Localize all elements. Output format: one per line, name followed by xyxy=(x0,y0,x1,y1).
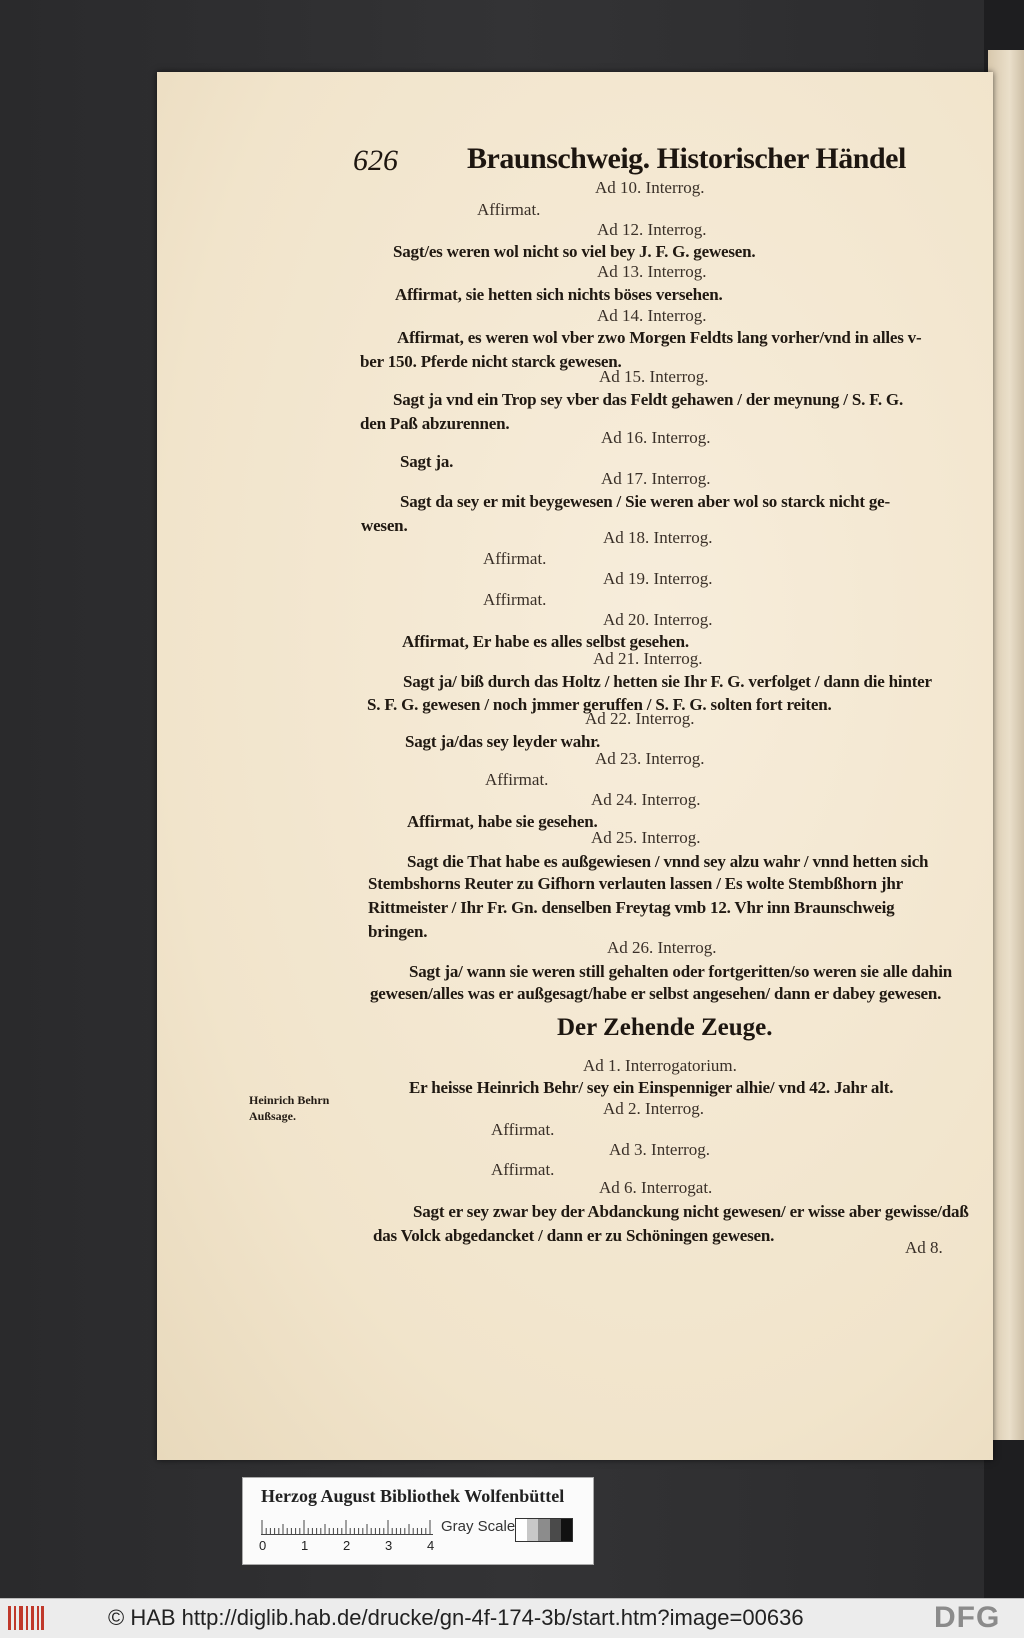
text-line: Ad 3. Interrog. xyxy=(609,1140,711,1159)
text-line: Ad 1. Interrogatorium. xyxy=(583,1056,737,1075)
text-line: Ad 23. Interrog. xyxy=(595,749,705,768)
text-line: Sagt ja/ biß durch das Holtz / hetten sie Ihr F. G. verfolget / dann die hinter xyxy=(403,672,932,691)
gray-swatch xyxy=(561,1519,572,1541)
ruler-number: 3 xyxy=(385,1538,393,1553)
text-line: Ad 18. Interrog. xyxy=(603,528,713,547)
text-line: Sagt ja/das sey leyder wahr. xyxy=(405,732,601,751)
text-line: Er heisse Heinrich Behr/ sey ein Einspenniger alhie/ vnd 42. Jahr alt. xyxy=(409,1078,894,1097)
text-line: Ad 24. Interrog. xyxy=(591,790,701,809)
text-line: Affirmat. xyxy=(483,590,547,609)
text-line: Affirmat, habe sie gesehen. xyxy=(407,812,598,831)
text-line: den Paß abzurennen. xyxy=(360,414,510,433)
gray-scale-bar xyxy=(515,1518,573,1542)
text-line: Ad 6. Interrogat. xyxy=(599,1178,713,1197)
margin-note-line: Heinrich Behrn xyxy=(249,1093,330,1107)
text-line: Affirmat. xyxy=(491,1120,555,1139)
text-line: Sagt ja. xyxy=(400,452,454,471)
book-page xyxy=(157,72,993,1460)
library-color-card xyxy=(242,1477,594,1565)
gray-swatch xyxy=(527,1519,538,1541)
text-line: ber 150. Pferde nicht starck gewesen. xyxy=(360,352,622,371)
running-title: Braunschweig. Historischer Händel xyxy=(467,142,906,175)
text-line: Affirmat, es weren wol vber zwo Morgen Feldts lang vorher/vnd in alles v- xyxy=(397,328,922,347)
text-line: Ad 21. Interrog. xyxy=(593,649,703,668)
section-heading: Der Zehende Zeuge. xyxy=(557,1014,773,1041)
page-number: 626 xyxy=(353,144,398,177)
text-line: Sagt ja/ wann sie weren still gehalten oder fortgeritten/so weren sie alle dahin xyxy=(409,962,953,981)
text-line: Stembshorns Reuter zu Gifhorn verlauten lassen / Es wolte Stembßhorn jhr xyxy=(368,874,903,893)
scale-ruler xyxy=(261,1520,433,1535)
text-line: Affirmat. xyxy=(477,200,541,219)
text-line: bringen. xyxy=(368,922,428,941)
text-line: Sagt ja vnd ein Trop sey vber das Feldt gehawen / der meynung / S. F. G. xyxy=(393,390,903,409)
text-line: Affirmat, Er habe es alles selbst gesehen. xyxy=(402,632,689,651)
text-line: Ad 19. Interrog. xyxy=(603,569,713,588)
text-line: Affirmat, sie hetten sich nichts böses versehen. xyxy=(395,285,723,304)
ruler-number: 4 xyxy=(427,1538,435,1553)
library-name: Herzog August Bibliothek Wolfenbüttel xyxy=(261,1486,565,1506)
text-line: das Volck abgedancket / dann er zu Schöningen gewesen. xyxy=(373,1226,775,1245)
copyright-url[interactable]: © HAB http://diglib.hab.de/drucke/gn-4f-174-3b/start.htm?image=00636 xyxy=(108,1605,804,1630)
text-line: Ad 14. Interrog. xyxy=(597,306,707,325)
gray-swatch xyxy=(550,1519,561,1541)
gray-swatch xyxy=(516,1519,527,1541)
text-line: S. F. G. gewesen / noch jmmer geruffen / S. F. G. solten fort reiten. xyxy=(367,695,832,714)
text-line: Sagt da sey er mit beygewesen / Sie weren aber wol so starck nicht ge- xyxy=(400,492,890,511)
catchword: Ad 8. xyxy=(905,1238,943,1257)
text-line: gewesen/alles was er außgesagt/habe er selbst angesehen/ dann er dabey gewesen. xyxy=(370,984,942,1003)
text-line: Rittmeister / Ihr Fr. Gn. denselben Freytag vmb 12. Vhr inn Braunschweig xyxy=(368,898,895,917)
ruler-number: 0 xyxy=(259,1538,267,1553)
text-line: Ad 15. Interrog. xyxy=(599,367,709,386)
text-line: Affirmat. xyxy=(485,770,549,789)
text-line: Ad 22. Interrog. xyxy=(585,709,695,728)
ruler-number: 1 xyxy=(301,1538,309,1553)
text-line: Ad 13. Interrog. xyxy=(597,262,707,281)
text-line: Ad 2. Interrog. xyxy=(603,1099,705,1118)
ruler-ticks xyxy=(261,1520,433,1534)
gray-scale-label: Gray Scale xyxy=(441,1518,516,1535)
text-line: Affirmat. xyxy=(483,549,547,568)
hab-barcode-icon xyxy=(6,1603,46,1633)
facing-page-edge xyxy=(988,50,1024,1440)
footer-bar xyxy=(0,1598,1024,1638)
gray-swatch xyxy=(538,1519,549,1541)
text-line: Affirmat. xyxy=(491,1160,555,1179)
text-line: Sagt die That habe es außgewiesen / vnnd sey alzu wahr / vnnd hetten sich xyxy=(407,852,929,871)
margin-note-line: Außsage. xyxy=(249,1109,297,1123)
text-line: Sagt/es weren wol nicht so viel bey J. F. G. gewesen. xyxy=(393,242,756,261)
text-line: Ad 26. Interrog. xyxy=(607,938,717,957)
text-line: Ad 20. Interrog. xyxy=(603,610,713,629)
text-line: Ad 17. Interrog. xyxy=(601,469,711,488)
dfg-logo: DFG xyxy=(934,1601,1001,1634)
text-line: Ad 10. Interrog. xyxy=(595,178,705,197)
ruler-number: 2 xyxy=(343,1538,351,1553)
text-line: Ad 16. Interrog. xyxy=(601,428,711,447)
text-line: Ad 12. Interrog. xyxy=(597,220,707,239)
text-line: Ad 25. Interrog. xyxy=(591,828,701,847)
text-line: Sagt er sey zwar bey der Abdanckung nicht gewesen/ er wisse aber gewisse/daß xyxy=(413,1202,969,1221)
text-line: wesen. xyxy=(361,516,408,535)
